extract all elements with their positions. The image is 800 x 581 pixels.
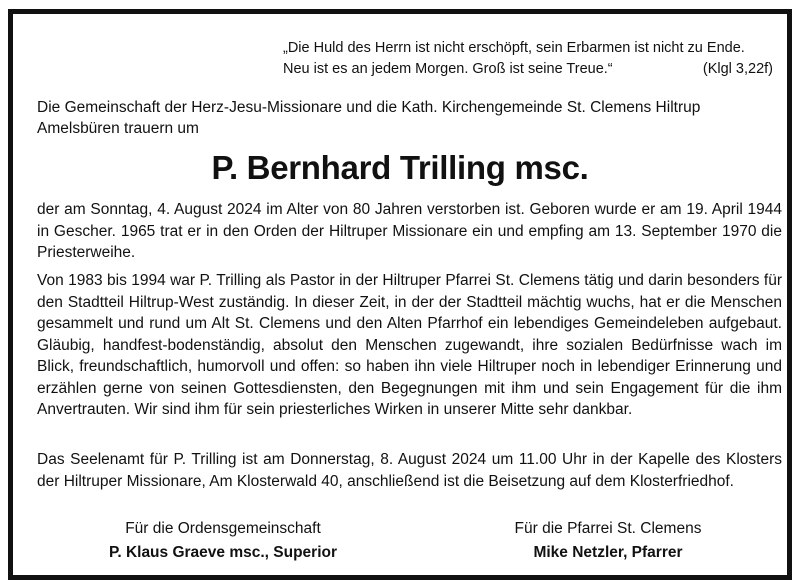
- obituary-frame: [8, 9, 792, 580]
- signature-order: [53, 517, 393, 565]
- paragraph-ministry: Von 1983 bis 1994 war P. Trilling als Pastor in der Hiltruper Pfarrei St. Clemens tätig und darin besonders für den Stadtteil Hiltrup-West zuständig. In dieser Zeit, in der der Stadtteil mächtig wuchs, hat er die Menschen gesammelt und rund um Alt St. Clemens und den Alten Pfarrhof ein lebendiges Gemeindeleben aufgebaut. Gläubig, handfest-bodenständig, absolut den Menschen zugewandt, ihre sozialen Bedürfnisse wach im Blick, freundschaftlich, humorvoll und offen: so haben ihn viele Hiltruper noch in lebendiger Erinnerung und erzählen gerne von seinen Gottesdiensten, den Begegnungen mit ihm und sein Engagement für die ihm Anvertrauten. Wir sind ihm für sein priesterliches Wirken in unserer Mitte sehr dankbar.: [37, 272, 782, 418]
- deceased-name: P. Bernhard Trilling msc.: [211, 149, 589, 186]
- bible-quote: [283, 38, 773, 80]
- signature-parish: [438, 517, 778, 565]
- signature-name: P. Klaus Graeve msc., Superior: [108, 544, 338, 561]
- paragraph-biography: der am Sonntag, 4. August 2024 im Alter von 80 Jahren verstorben ist. Geboren wurde er am 19. April 1944 in Gescher. 1965 trat er in den Orden der Hiltruper Missionare ein und empfing am 13. September 1970 die Priesterweihe.: [37, 201, 782, 261]
- paragraph-funeral: Das Seelenamt für P. Trilling ist am Donnerstag, 8. August 2024 um 11.00 Uhr in der Kapelle des Klosters der Hiltruper Missionare, Am Klosterwald 40, anschließend ist die Beisetzung auf dem Klosterfriedhof.: [37, 451, 782, 490]
- signature-label: Für die Pfarrei St. Clemens: [514, 520, 702, 537]
- quote-reference: (Klgl 3,22f): [702, 61, 773, 77]
- quote-line-2: [283, 59, 773, 80]
- quote-text-2: Neu ist es an jedem Morgen. Groß ist seine Treue.“: [283, 61, 613, 77]
- signature-name: Mike Netzler, Pfarrer: [533, 544, 683, 561]
- intro-text: Die Gemeinschaft der Herz-Jesu-Missionare und die Kath. Kirchengemeinde St. Clemens Hiltrup Amelsbüren trauern um: [37, 99, 701, 137]
- quote-line-1: „Die Huld des Herrn ist nicht erschöpft, sein Erbarmen ist nicht zu Ende.: [283, 40, 745, 56]
- signature-label: Für die Ordensgemeinschaft: [125, 520, 321, 537]
